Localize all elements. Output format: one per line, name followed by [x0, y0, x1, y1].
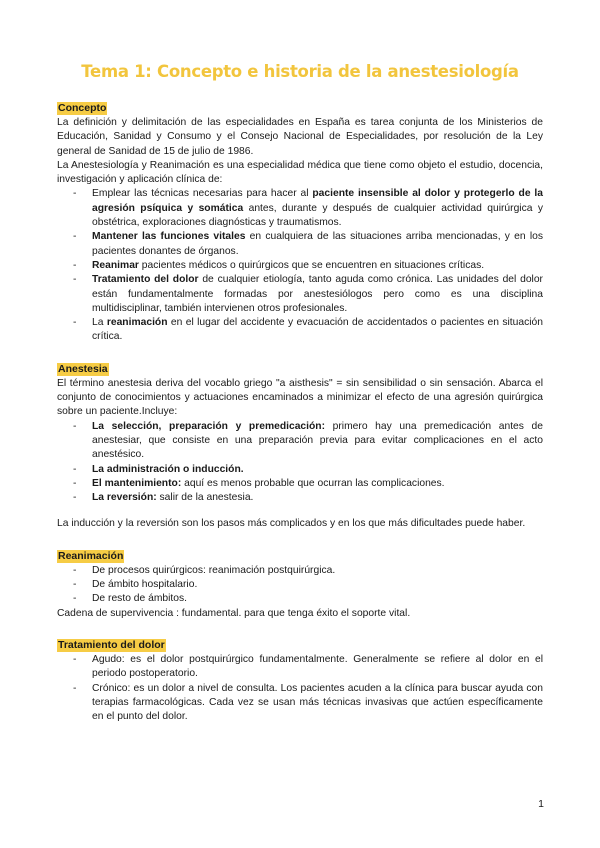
- paragraph: Cadena de supervivencia : fundamental. para que tenga éxito el soporte vital.: [57, 607, 411, 619]
- dash-bullet: -: [73, 420, 77, 432]
- list-item: [57, 273, 543, 316]
- section-heading-anestesia: Anestesia: [58, 362, 108, 375]
- paragraph: La inducción y la reversión son los pasos más complicados y en los que más dificultades puede haber.: [57, 518, 526, 530]
- list-item: [57, 592, 543, 606]
- item-text: La: [92, 317, 107, 329]
- item-bold: La administración o inducción.: [92, 463, 244, 475]
- dash-bullet: -: [73, 564, 77, 576]
- item-text: De ámbito hospitalario.: [92, 579, 198, 591]
- list-item: [57, 187, 543, 230]
- list-item: [57, 491, 543, 505]
- item-text: primero hay una premedicación antes de anestesiar, que consiste en una preparación previa para evitar complicaciones en el acto anestésico.: [92, 420, 543, 461]
- list-item: [57, 259, 543, 273]
- list-item: [57, 578, 543, 592]
- item-text: Agudo: es el dolor postquirúrgico fundamentalmente. Generalmente se refiere al dolor en el periodo postoperatorio.: [92, 653, 543, 680]
- list-item: [57, 316, 543, 345]
- dash-bullet: -: [73, 231, 77, 243]
- item-text: en el lugar del accidente y evacuación de accidentados o pacientes en situación crítica.: [92, 317, 543, 343]
- dash-bullet: -: [73, 274, 77, 286]
- item-text: De procesos quirúrgicos: reanimación postquirúrgica.: [92, 564, 336, 576]
- item-text: Crónico: es un dolor a nivel de consulta. Los pacientes acuden a la clínica para buscar ayuda con terapias farmacológicas. Cada vez se usan más técnicas invasivas que actúen específicamente en el punto del dolor.: [92, 682, 543, 723]
- item-bold: La reversión:: [92, 492, 157, 504]
- dash-bullet: -: [73, 593, 77, 605]
- item-bold: El mantenimiento:: [92, 477, 182, 489]
- dash-bullet: -: [73, 579, 77, 591]
- item-bold: Tratamiento del dolor: [92, 274, 199, 286]
- dash-bullet: -: [73, 477, 77, 489]
- item-bold: paciente insensible al dolor y protegerlo de la agresión psíquica y somática: [92, 188, 543, 214]
- dash-bullet: -: [73, 682, 77, 694]
- dolor-list: [57, 653, 543, 724]
- item-text: de cualquier etiología, tanto aguda como crónica. Las unidades del dolor están fundamentalmente formadas por anestesiólogos pero como es una disciplina multidisciplinar, también intervienen otros profesionales.: [92, 274, 543, 314]
- item-text: antes, durante y después de cualquier actividad quirúrgica y obstétrica, exploraciones diagnósticas y traumatismos.: [92, 202, 543, 229]
- item-text: salir de la anestesia.: [156, 492, 254, 504]
- list-item: [57, 420, 543, 463]
- list-item: [57, 230, 543, 259]
- paragraph: La definición y delimitación de las especialidades en España es tarea conjunta de los Ministerios de Educación, Sanidad y Consumo y el Consejo Nacional de Especialidades, por resolución de la Ley general de Sanidad de 15 de julio de 1986.: [57, 117, 543, 157]
- item-text: aquí es menos probable que ocurran las complicaciones.: [181, 477, 445, 489]
- item-bold: Reanimar: [92, 259, 139, 271]
- list-item: [57, 682, 543, 725]
- section-concepto: [57, 96, 543, 345]
- list-item: [57, 477, 543, 491]
- list-item: [57, 463, 543, 477]
- reanimacion-list: [57, 564, 543, 607]
- section-reanimacion: [57, 544, 543, 621]
- item-bold: Mantener las funciones vitales: [92, 231, 246, 243]
- item-bold: reanimación: [106, 317, 168, 329]
- dash-bullet: -: [73, 188, 77, 200]
- section-heading-reanimacion: Reanimación: [58, 549, 124, 562]
- dash-bullet: -: [73, 463, 77, 475]
- item-text: Emplear las técnicas necesarias para hacer al: [92, 188, 313, 200]
- dash-bullet: -: [73, 317, 77, 329]
- concepto-list: [57, 187, 543, 344]
- list-item: [57, 564, 543, 578]
- section-dolor: [57, 633, 543, 724]
- paragraph: El término anestesia deriva del vocablo griego "a aisthesis" = sin sensibilidad o sin sensación. Abarca el conjunto de conocimientos y actuaciones encaminados a minimizar el efecto de una agresión quirúrgica sobre un paciente.Incluye:: [57, 377, 543, 418]
- section-anestesia: [57, 357, 543, 532]
- dash-bullet: -: [73, 653, 77, 665]
- section-heading-dolor: Tratamiento del dolor: [58, 638, 165, 651]
- item-bold: La selección, preparación y premedicación:: [92, 420, 326, 432]
- paragraph: La Anestesiología y Reanimación es una especialidad médica que tiene como objeto el estudio, docencia, investigación y aplicación clínica de:: [57, 159, 543, 186]
- list-item: [57, 653, 543, 682]
- item-text: pacientes médicos o quirúrgicos que se encuentren en situaciones críticas.: [138, 259, 485, 271]
- section-heading-concepto: Concepto: [58, 102, 107, 114]
- page-title: Tema 1: Concepto e historia de la anestesiología: [81, 62, 519, 81]
- item-text: en cualquiera de las situaciones arriba mencionadas, y en los pacientes donantes de órganos.: [92, 231, 543, 257]
- dash-bullet: -: [73, 492, 77, 504]
- item-text: De resto de ámbitos.: [92, 593, 188, 605]
- anestesia-list: [57, 420, 543, 506]
- page-number: 1: [538, 798, 544, 810]
- dash-bullet: -: [73, 259, 77, 271]
